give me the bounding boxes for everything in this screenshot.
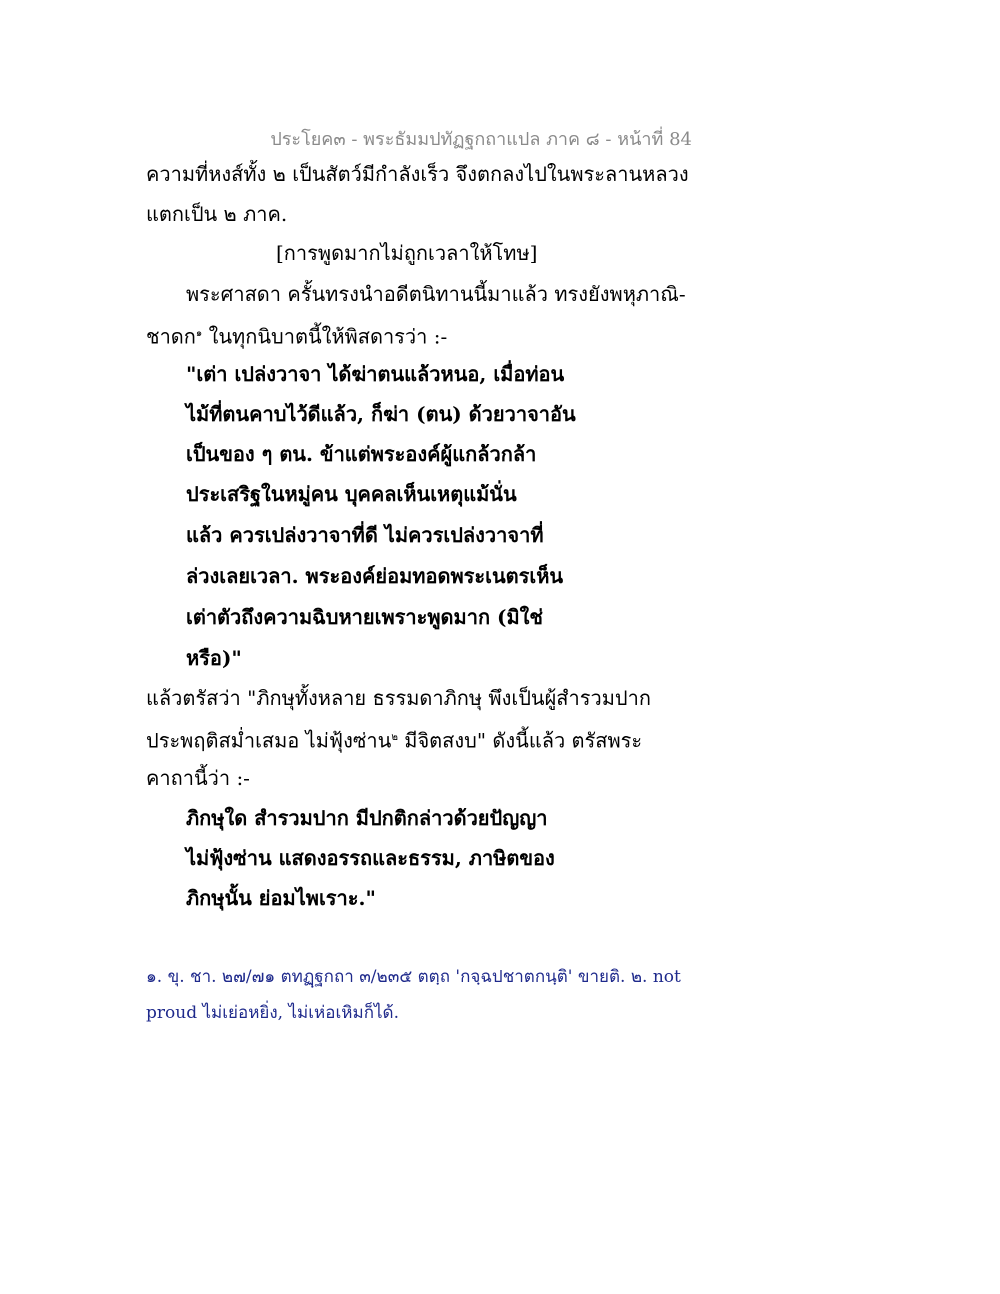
footnote-line-2: proud ไม่เย่อหยิ่ง, ไม่เห่อเหิมก็ได้. [146, 1003, 399, 1023]
footnote-mark-2: ๒ [391, 732, 398, 743]
page-header: ประโยค๓ - พระธัมมปทัฏฐกถาแปล ภาค ๘ - หน้าที่ 84 [270, 129, 692, 150]
paragraph-1-line-2 [146, 322, 447, 349]
paragraph-2-line-3: คาถานี้ว่า :- [146, 766, 250, 790]
verse-1-line-6: ล่วงเลยเวลา. พระองค์ย่อมทอดพระเนตรเห็น [186, 564, 564, 588]
paragraph-1-line-1: พระศาสดา ครั้นทรงนำอดีตนิทานนี้มาแล้ว ทรงยังพหุภาณิ- [186, 282, 686, 306]
paragraph-2-line-2 [146, 726, 642, 753]
verse-1-line-8: หรือ)" [186, 646, 242, 670]
verse-1-line-3: เป็นของ ๆ ตน. ข้าแต่พระองค์ผู้แกล้วกล้า [186, 442, 537, 466]
verse-2-line-2: ไม่ฟุ้งซ่าน แสดงอรรถและธรรม, ภาษิตของ [186, 846, 555, 870]
paragraph-2-line-1: แล้วตรัสว่า "ภิกษุทั้งหลาย ธรรมดาภิกษุ พึงเป็นผู้สำรวมปาก [146, 686, 651, 710]
paragraph-2-line-2-text-b: มีจิตสงบ" ดังนี้แล้ว ตรัสพระ [397, 728, 643, 753]
verse-1-line-7: เต่าตัวถึงความฉิบหายเพราะพูดมาก (มิใช่ [186, 605, 544, 629]
body-line-2: แตกเป็น ๒ ภาค. [146, 202, 288, 226]
verse-1-line-4: ประเสริฐในหมู่คน บุคคลเห็นเหตุแม้นั่น [186, 482, 517, 506]
verse-1-line-2: ไม้ที่ตนคาบไว้ดีแล้ว, ก็ฆ่า (ตน) ด้วยวาจาอัน [186, 402, 576, 426]
paragraph-2-line-2-text-a: ประพฤติสม่ำเสมอ ไม่ฟุ้งซ่าน [146, 728, 392, 753]
footnote-mark-1: ๑ [195, 328, 203, 339]
verse-2-line-3: ภิกษุนั้น ย่อมไพเราะ." [186, 886, 376, 910]
verse-1-line-1: "เต่า เปล่งวาจา ได้ฆ่าตนแล้วหนอ, เมื่อท่อน [186, 362, 565, 386]
paragraph-1-line-2-rest: ในทุกนิบาตนี้ให้พิสดารว่า :- [202, 324, 448, 349]
paragraph-1-line-2-text: ชาดก [146, 324, 196, 349]
verse-1-line-5: แล้ว ควรเปล่งวาจาที่ดี ไม่ควรเปล่งวาจาที่ [186, 523, 544, 547]
body-line-1: ความที่หงส์ทั้ง ๒ เป็นสัตว์มีกำลังเร็ว จึงตกลงไปในพระลานหลวง [146, 162, 689, 186]
footnote-line-1: ๑. ขุ. ชา. ๒๗/๗๑ ตทฏฺฐกถา ๓/๒๓๕ ตตฺถ 'กจฺฉปชาตกนฺติ' ขายติ. ๒. not [146, 967, 681, 987]
verse-2-line-1: ภิกษุใด สำรวมปาก มีปกติกล่าวด้วยปัญญา [186, 806, 548, 830]
section-heading: [การพูดมากไม่ถูกเวลาให้โทษ] [276, 241, 538, 265]
